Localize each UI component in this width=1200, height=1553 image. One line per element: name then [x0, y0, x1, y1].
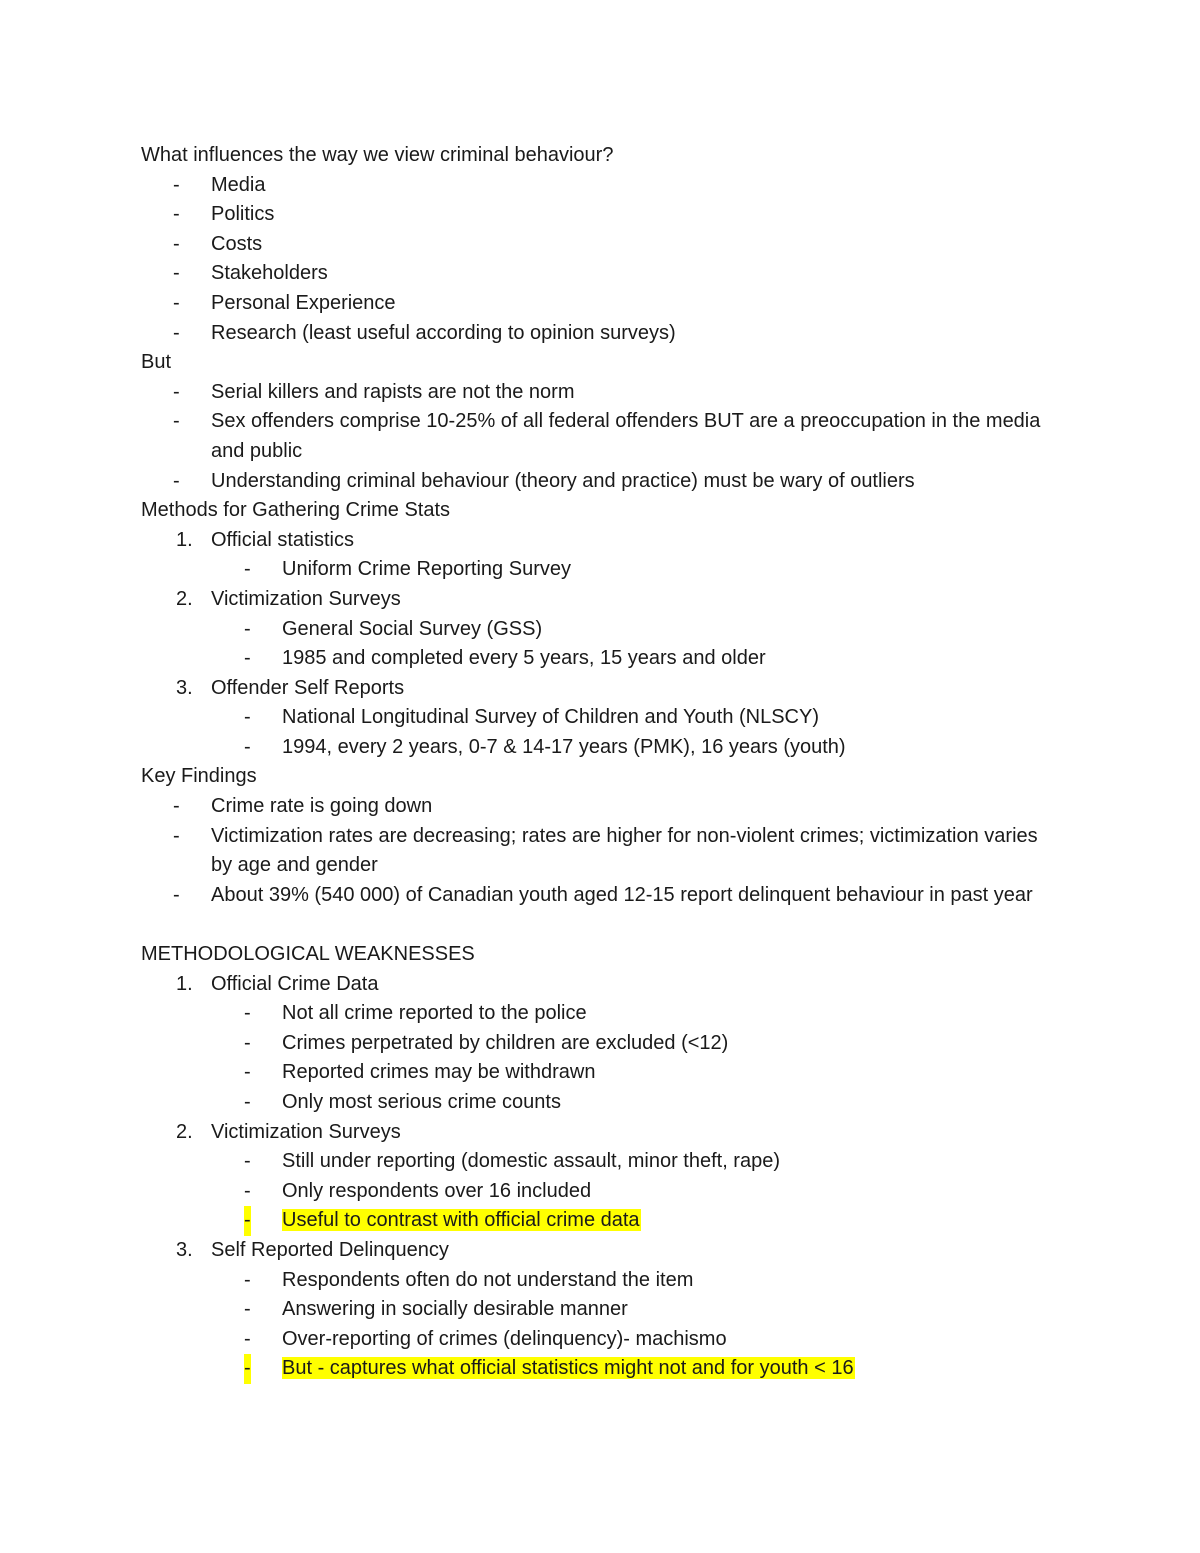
list-item: - About 39% (540 000) of Canadian youth aged 12-15 report delinquent behaviour in past year: [173, 883, 1033, 906]
section-heading: Methods for Gathering Crime Stats: [141, 499, 451, 522]
sub-list-item: - Only respondents over 16 included: [244, 1179, 592, 1202]
section-heading: METHODOLOGICAL WEAKNESSES: [141, 943, 475, 966]
numbered-item: 1. Official statistics: [176, 528, 354, 551]
sub-list-item: - General Social Survey (GSS): [244, 617, 543, 640]
sub-list-item: - Crimes perpetrated by children are excluded (<12): [244, 1031, 729, 1054]
sub-list-item: - Uniform Crime Reporting Survey: [244, 558, 571, 581]
list-item: - Stakeholders: [173, 262, 328, 285]
sub-list-item: - Answering in socially desirable manner: [244, 1298, 628, 1321]
section-heading: But: [141, 351, 172, 374]
sub-list-item: - Over-reporting of crimes (delinquency)- machismo: [244, 1327, 727, 1350]
sub-list-item: - Still under reporting (domestic assault, minor theft, rape): [244, 1150, 780, 1173]
numbered-item: 1. Official Crime Data: [176, 972, 379, 995]
sub-list-item: - National Longitudinal Survey of Children and Youth (NLSCY): [244, 706, 820, 729]
highlighted-sub-list-item: - But - captures what official statistics might not and for youth < 16: [141, 1354, 1061, 1384]
list-item: - Personal Experience: [173, 291, 396, 314]
list-item: - Victimization rates are decreasing; rates are higher for non-violent crimes; victimization varies by age and gender: [173, 824, 1038, 877]
list-item: - Costs: [173, 232, 263, 255]
list-item: - Media: [173, 173, 266, 196]
highlighted-sub-list-item: - Useful to contrast with official crime data: [141, 1206, 1061, 1236]
numbered-item: 2. Victimization Surveys: [176, 1120, 401, 1143]
numbered-item: 3. Offender Self Reports: [176, 676, 405, 699]
sub-list-item: - Not all crime reported to the police: [244, 1002, 587, 1025]
sub-list-item: - 1994, every 2 years, 0-7 & 14-17 years (PMK), 16 years (youth): [244, 735, 846, 758]
list-item: - Politics: [173, 203, 275, 226]
section-heading: What influences the way we view criminal behaviour?: [141, 144, 614, 166]
sub-list-item: - Reported crimes may be withdrawn: [244, 1061, 596, 1084]
list-item: - Serial killers and rapists are not the norm: [173, 380, 575, 403]
list-item: - Crime rate is going down: [173, 795, 433, 818]
sub-list-item: - Respondents often do not understand the item: [244, 1268, 694, 1291]
section-heading: Key Findings: [141, 765, 257, 788]
list-item: - Sex offenders comprise 10-25% of all federal offenders BUT are a preoccupation in the media and public: [173, 410, 1041, 462]
sub-list-item: - Only most serious crime counts: [244, 1091, 561, 1113]
sub-list-item: - 1985 and completed every 5 years, 15 years and older: [244, 647, 766, 670]
document-body: [141, 141, 1061, 1384]
list-item: - Understanding criminal behaviour (theory and practice) must be wary of outliers: [173, 469, 915, 492]
numbered-item: 3. Self Reported Delinquency: [176, 1238, 449, 1261]
blank-line: [141, 910, 1061, 940]
list-item: - Research (least useful according to opinion surveys): [173, 321, 676, 344]
numbered-item: 2. Victimization Surveys: [176, 587, 401, 610]
